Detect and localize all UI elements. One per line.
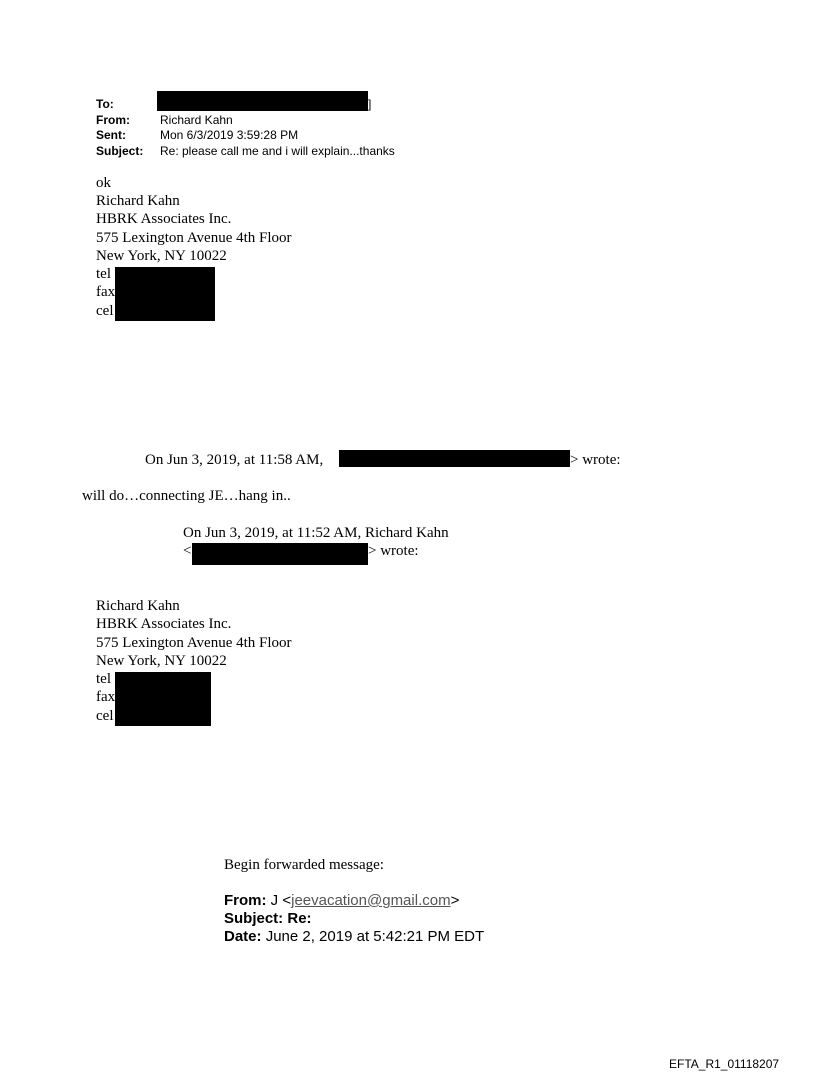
subject-value: Re: please call me and i will explain...thanks xyxy=(160,144,395,158)
reply-body: ok xyxy=(96,175,111,191)
forwarded-subject-label: Subject: xyxy=(224,910,284,927)
quote2-wrote: > wrote: xyxy=(368,543,419,559)
from-value: Richard Kahn xyxy=(160,113,233,127)
subject-label: Subject: xyxy=(96,144,144,158)
forwarded-date-value: June 2, 2019 at 5:42:21 PM EDT xyxy=(265,928,485,945)
forwarded-subject-line xyxy=(224,910,312,927)
redacted-phone-numbers-2 xyxy=(115,672,211,726)
signature-cel-label: cel xyxy=(96,303,114,319)
quote1-attribution: On Jun 3, 2019, at 11:58 AM, xyxy=(145,452,324,468)
redacted-sender-email xyxy=(339,450,570,467)
quote1-body: will do…connecting JE…hang in.. xyxy=(82,488,291,504)
to-bracket: ] xyxy=(368,97,372,111)
quote2-attribution: On Jun 3, 2019, at 11:52 AM, Richard Kahn xyxy=(183,525,449,541)
forwarded-from-name: J < xyxy=(270,892,292,909)
signature2-address1: 575 Lexington Avenue 4th Floor xyxy=(96,635,292,651)
signature2-fax-label: fax xyxy=(96,689,116,705)
forwarded-intro: Begin forwarded message: xyxy=(224,857,384,873)
sent-value: Mon 6/3/2019 3:59:28 PM xyxy=(160,128,299,142)
quote1-wrote: > wrote: xyxy=(570,452,621,468)
document-id: EFTA_R1_01118207 xyxy=(669,1057,780,1071)
redacted-kahn-email xyxy=(192,543,368,565)
signature2-address2: New York, NY 10022 xyxy=(96,653,227,669)
from-label: From: xyxy=(96,113,130,127)
forwarded-date-label: Date: xyxy=(224,928,262,945)
forwarded-from-label: From: xyxy=(224,892,267,909)
forwarded-from-email-link[interactable]: jeevacation@gmail.com xyxy=(291,892,451,909)
signature2-company: HBRK Associates Inc. xyxy=(96,616,232,632)
forwarded-subject-value: Re: xyxy=(287,910,312,927)
signature2-name: Richard Kahn xyxy=(96,598,180,614)
signature-address2: New York, NY 10022 xyxy=(96,248,227,264)
quote2-open-bracket: < xyxy=(183,543,192,559)
redacted-phone-numbers xyxy=(115,267,215,321)
sent-label: Sent: xyxy=(96,128,126,142)
signature-company: HBRK Associates Inc. xyxy=(96,211,232,227)
signature-address1: 575 Lexington Avenue 4th Floor xyxy=(96,230,292,246)
forwarded-from-line xyxy=(224,892,459,909)
signature2-cel-label: cel xyxy=(96,708,114,724)
forwarded-date-line xyxy=(224,928,484,945)
forwarded-from-close: > xyxy=(450,892,460,909)
signature-tel-label: tel xyxy=(96,266,111,282)
signature2-tel-label: tel xyxy=(96,671,111,687)
to-label: To: xyxy=(96,97,114,111)
signature-fax-label: fax xyxy=(96,284,116,300)
redacted-recipient xyxy=(157,91,368,111)
signature-name: Richard Kahn xyxy=(96,193,180,209)
